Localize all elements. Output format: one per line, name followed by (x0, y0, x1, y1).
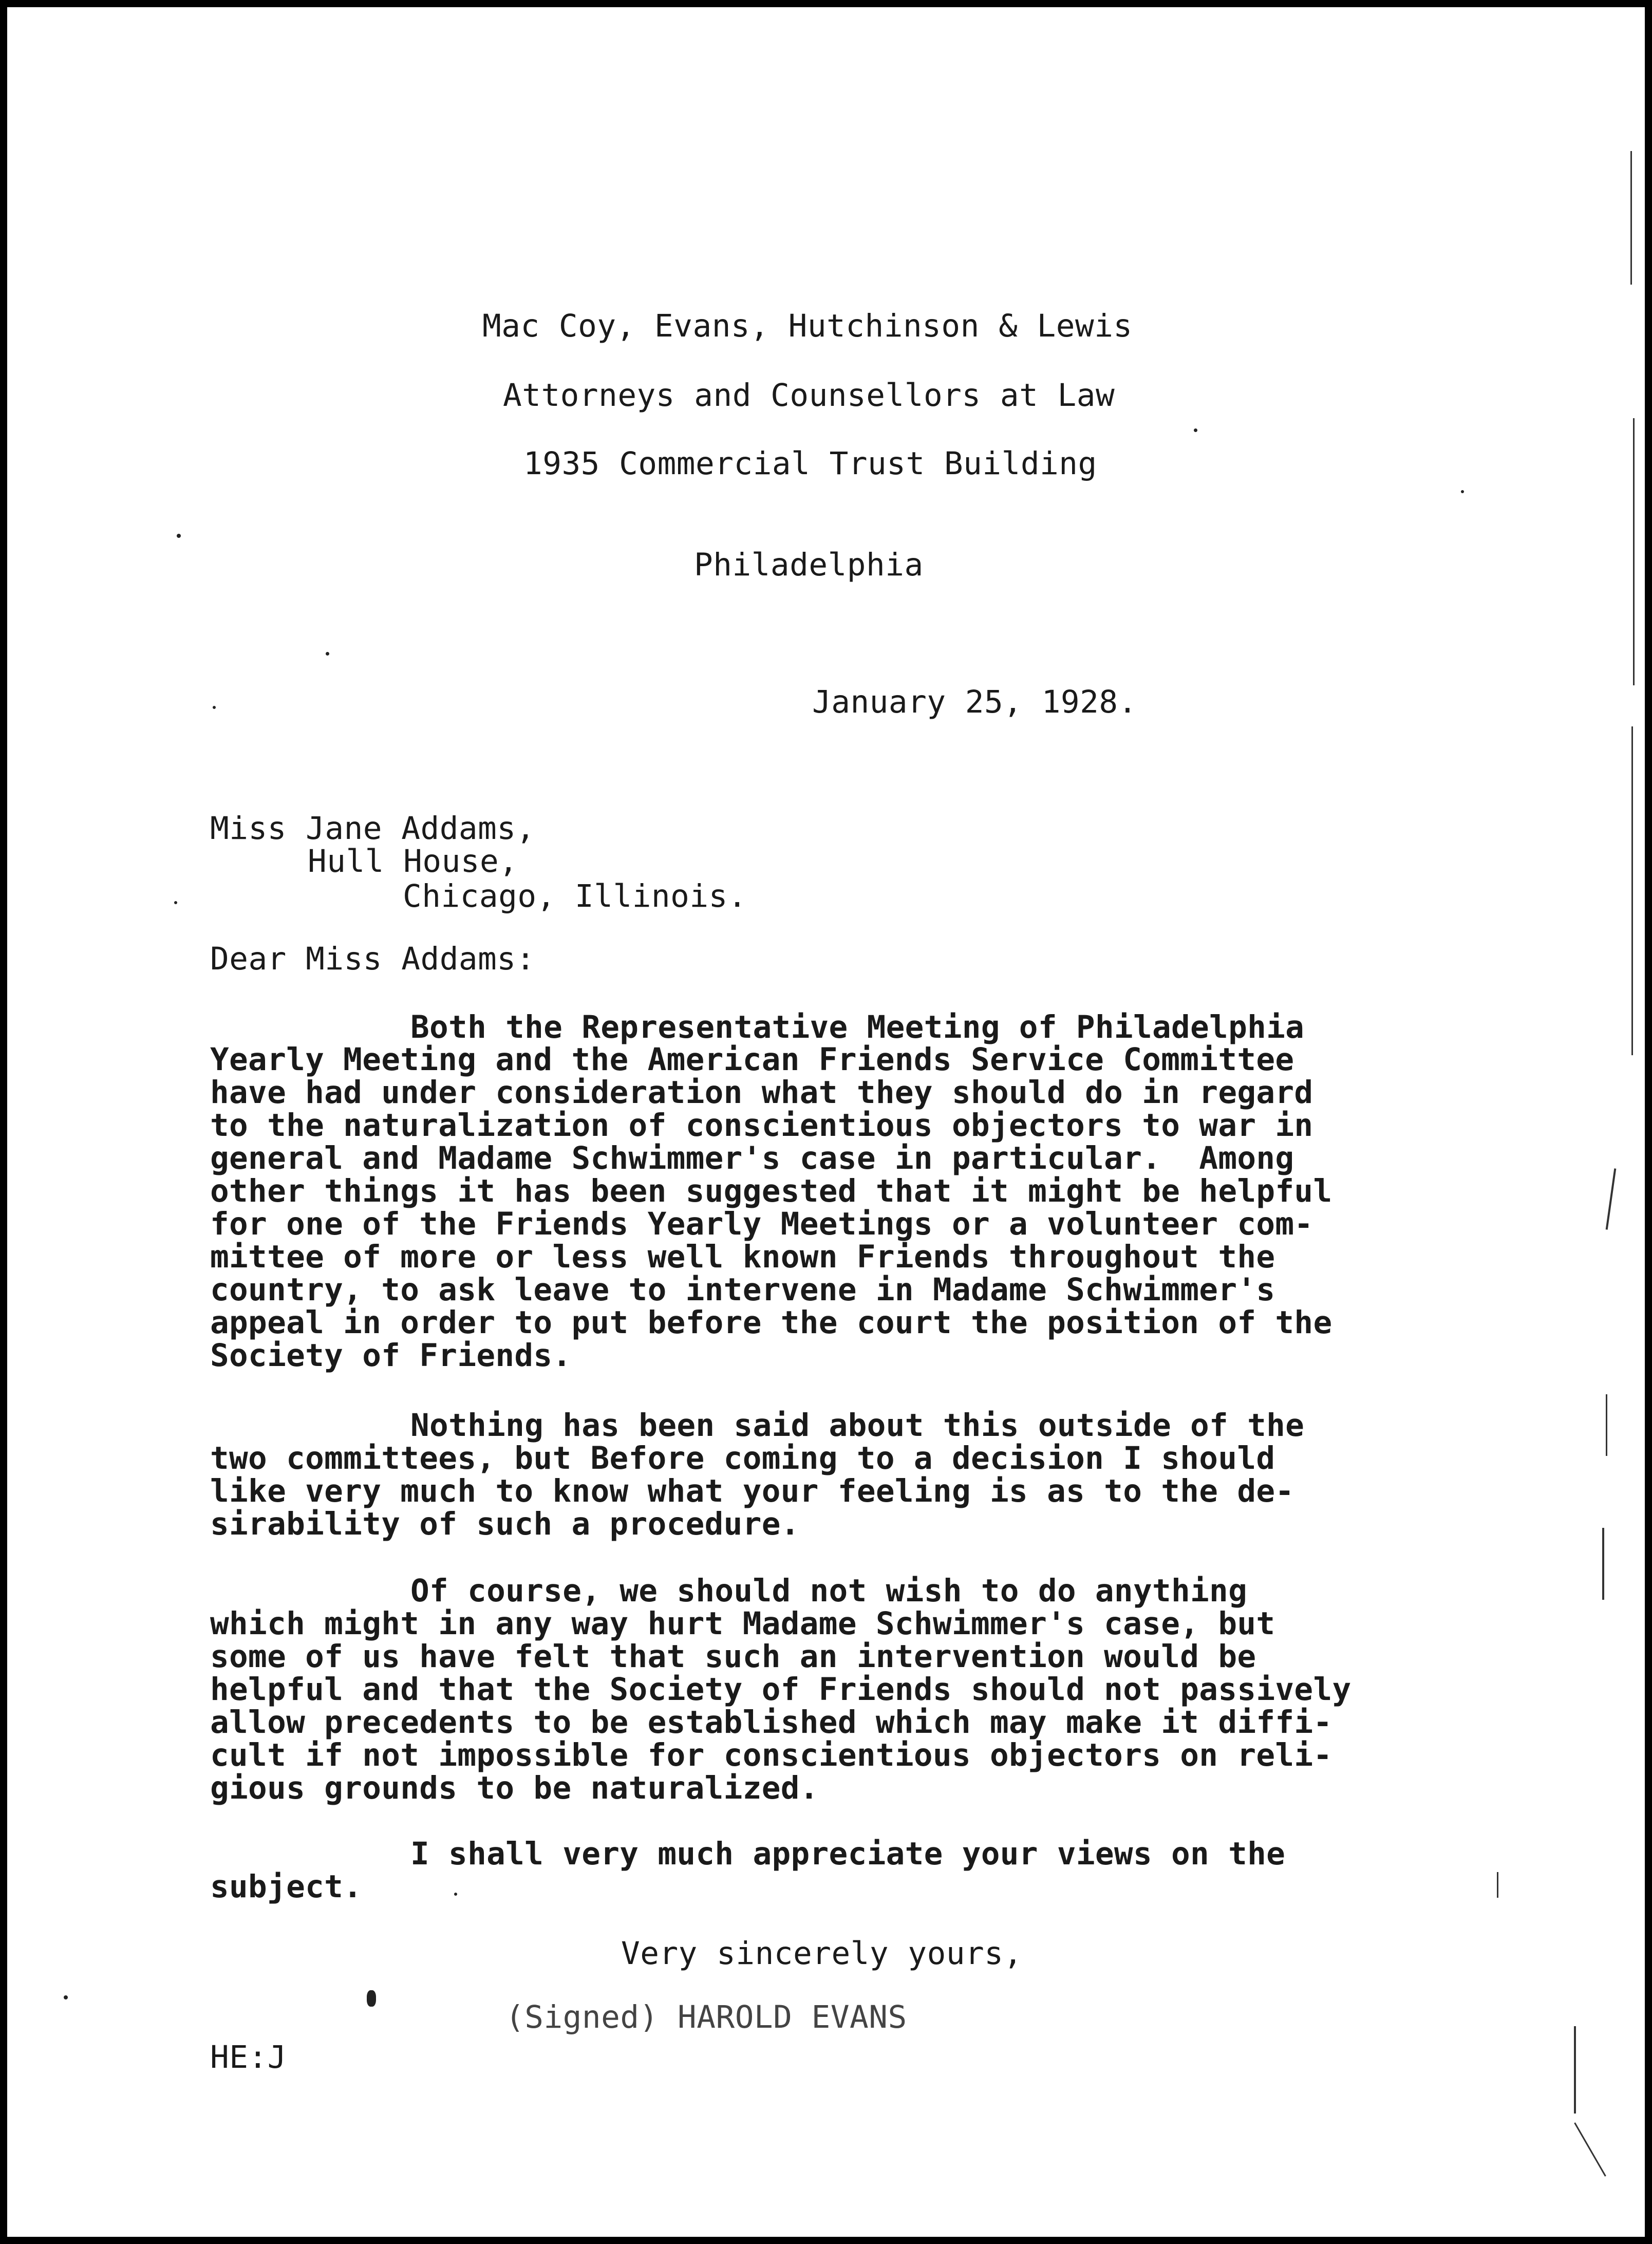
paragraph-1-line: have had under consideration what they should do in regard (210, 1074, 1313, 1111)
paragraph-3-line: which might in any way hurt Madame Schwimmer's case, but (210, 1605, 1275, 1642)
paragraph-3-line: gious grounds to be naturalized. (210, 1770, 819, 1806)
paragraph-3-line: some of us have felt that such an intervention would be (210, 1638, 1256, 1675)
firm-name: Mac Coy, Evans, Hutchinson & Lewis (482, 308, 1133, 344)
scan-speck (454, 1893, 457, 1896)
paragraph-1-line: Both the Representative Meeting of Philadelphia (410, 1009, 1305, 1045)
paragraph-3-line: Of course, we should not wish to do anything (410, 1573, 1248, 1609)
edge-mark (1574, 2026, 1576, 2114)
scan-speck (1461, 490, 1464, 493)
paragraph-2-line: Nothing has been said about this outside of the (410, 1407, 1305, 1444)
recipient-line3: Chicago, Illinois. (403, 878, 747, 914)
paragraph-1-line: to the naturalization of conscientious objectors to war in (210, 1107, 1313, 1144)
paragraph-2-line: two committees, but Before coming to a decision I should (210, 1440, 1275, 1476)
recipient-line2: Hull House, (308, 843, 518, 880)
paragraph-4-line: subject. (210, 1868, 363, 1905)
paragraph-1-line: Yearly Meeting and the American Friends Service Committee (210, 1041, 1294, 1078)
scan-speck (64, 1995, 68, 1999)
letter-page (7, 7, 1645, 2237)
typist-initials: HE:J (210, 2039, 287, 2075)
paragraph-3-line: cult if not impossible for conscientious objectors on reli- (210, 1737, 1332, 1773)
edge-mark (1606, 1394, 1607, 1456)
recipient-name: Miss Jane Addams, (210, 810, 535, 847)
edge-mark (1633, 418, 1635, 685)
paragraph-1-line: mittee of more or less well known Friends throughout the (210, 1239, 1275, 1275)
scan-speck (326, 652, 329, 656)
paragraph-1-line: general and Madame Schwimmer's case in particular. Among (210, 1140, 1294, 1176)
scan-speck (174, 901, 177, 904)
letter-date: January 25, 1928. (812, 684, 1137, 720)
paragraph-1-line: country, to ask leave to intervene in Madame Schwimmer's (210, 1271, 1275, 1308)
edge-mark (1606, 1168, 1617, 1229)
edge-mark (1631, 726, 1633, 1055)
closing: Very sincerely yours, (621, 1935, 1023, 1972)
paragraph-3-line: helpful and that the Society of Friends should not passively (210, 1671, 1351, 1708)
signature: (Signed) HAROLD EVANS (505, 1999, 907, 2035)
firm-address: 1935 Commercial Trust Building (523, 445, 1097, 482)
edge-mark (1574, 2122, 1606, 2176)
scan-speck (1194, 428, 1197, 432)
scan-speck (177, 534, 181, 538)
firm-city: Philadelphia (694, 547, 924, 583)
paragraph-3-line: allow precedents to be established which may make it diffi- (210, 1704, 1332, 1741)
salutation: Dear Miss Addams: (210, 941, 535, 977)
paragraph-4-line: I shall very much appreciate your views on the (410, 1836, 1286, 1872)
paragraph-2-line: like very much to know what your feeling is as to the de- (210, 1473, 1294, 1509)
scan-speck (367, 1990, 376, 2007)
edge-mark (1497, 1872, 1498, 1898)
paragraph-1-line: for one of the Friends Yearly Meetings or a volunteer com- (210, 1206, 1313, 1242)
edge-mark (1602, 1528, 1604, 1600)
paragraph-2-line: sirability of such a procedure. (210, 1506, 800, 1542)
edge-mark (1630, 151, 1632, 285)
paragraph-1-line: Society of Friends. (210, 1337, 572, 1374)
firm-profession: Attorneys and Counsellors at Law (503, 377, 1115, 414)
paragraph-1-line: other things it has been suggested that it might be helpful (210, 1173, 1332, 1209)
scan-speck (213, 706, 216, 709)
paragraph-1-line: appeal in order to put before the court the position of the (210, 1304, 1332, 1341)
